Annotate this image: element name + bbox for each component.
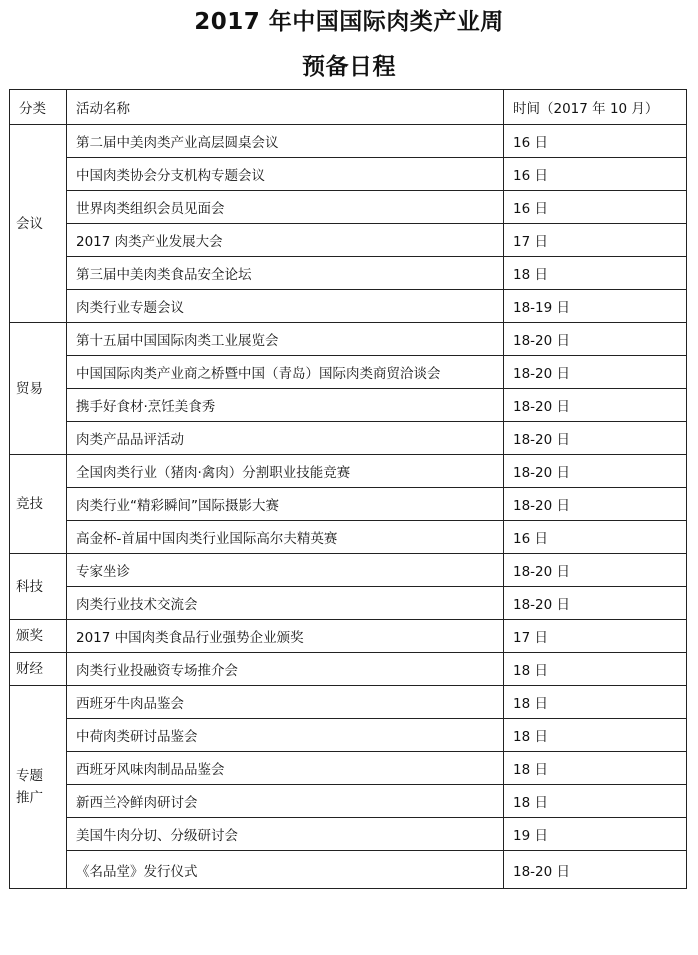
category-cell: 贸易	[10, 323, 67, 455]
category-cell: 科技	[10, 554, 67, 620]
activity-time: 18-20 日	[504, 488, 687, 521]
activity-name: 肉类产品品评活动	[67, 422, 504, 455]
category-cell: 竞技	[10, 455, 67, 554]
activity-time: 18-20 日	[504, 356, 687, 389]
category-cell: 颁奖	[10, 620, 67, 653]
activity-name: 高金杯-首届中国肉类行业国际高尔夫精英赛	[67, 521, 504, 554]
table-row	[10, 290, 687, 323]
activity-time: 18 日	[504, 686, 687, 719]
table-row	[10, 488, 687, 521]
table-header-row	[10, 90, 687, 125]
activity-time: 18 日	[504, 785, 687, 818]
activity-time: 18-20 日	[504, 323, 687, 356]
activity-name: 专家坐诊	[67, 554, 504, 587]
activity-name: 中荷肉类研讨品鉴会	[67, 719, 504, 752]
table-row	[10, 356, 687, 389]
table-row	[10, 653, 687, 686]
table-row	[10, 719, 687, 752]
activity-name: 中国肉类协会分支机构专题会议	[67, 158, 504, 191]
table-row	[10, 422, 687, 455]
activity-time: 16 日	[504, 521, 687, 554]
table-row	[10, 158, 687, 191]
table-row	[10, 752, 687, 785]
activity-time: 17 日	[504, 620, 687, 653]
schedule-table	[9, 89, 687, 889]
table-row	[10, 224, 687, 257]
activity-time: 18 日	[504, 257, 687, 290]
activity-name: 第三届中美肉类食品安全论坛	[67, 257, 504, 290]
table-row	[10, 818, 687, 851]
activity-name: 全国肉类行业（猪肉·禽肉）分割职业技能竞赛	[67, 455, 504, 488]
activity-time: 18 日	[504, 653, 687, 686]
table-row	[10, 125, 687, 158]
activity-time: 18-19 日	[504, 290, 687, 323]
activity-name: 中国国际肉类产业商之桥暨中国（青岛）国际肉类商贸洽谈会	[67, 356, 504, 389]
activity-name: 世界肉类组织会员见面会	[67, 191, 504, 224]
activity-time: 18-20 日	[504, 587, 687, 620]
activity-time: 18-20 日	[504, 554, 687, 587]
table-row	[10, 686, 687, 719]
activity-name: 西班牙风味肉制品品鉴会	[67, 752, 504, 785]
activity-name: 肉类行业投融资专场推介会	[67, 653, 504, 686]
activity-time: 16 日	[504, 125, 687, 158]
activity-time: 16 日	[504, 158, 687, 191]
activity-time: 18 日	[504, 752, 687, 785]
activity-time: 17 日	[504, 224, 687, 257]
activity-name: 2017 中国肉类食品行业强势企业颁奖	[67, 620, 504, 653]
category-cell: 专题推广	[10, 686, 67, 889]
category-cell: 财经	[10, 653, 67, 686]
activity-name: 美国牛肉分切、分级研讨会	[67, 818, 504, 851]
table-row	[10, 323, 687, 356]
activity-name: 2017 肉类产业发展大会	[67, 224, 504, 257]
activity-name: 肉类行业“精彩瞬间”国际摄影大赛	[67, 488, 504, 521]
activity-time: 18-20 日	[504, 455, 687, 488]
table-row	[10, 587, 687, 620]
activity-time: 18-20 日	[504, 851, 687, 889]
table-row	[10, 455, 687, 488]
category-cell: 会议	[10, 125, 67, 323]
table-row	[10, 257, 687, 290]
activity-time: 19 日	[504, 818, 687, 851]
table-row	[10, 785, 687, 818]
header-category: 分类	[10, 90, 67, 125]
document-title: 2017 年中国国际肉类产业周	[194, 9, 504, 35]
activity-name: 西班牙牛肉品鉴会	[67, 686, 504, 719]
activity-time: 18 日	[504, 719, 687, 752]
activity-time: 18-20 日	[504, 422, 687, 455]
activity-name: 肉类行业专题会议	[67, 290, 504, 323]
activity-time: 18-20 日	[504, 389, 687, 422]
activity-name: 第十五届中国国际肉类工业展览会	[67, 323, 504, 356]
activity-time: 16 日	[504, 191, 687, 224]
table-row	[10, 389, 687, 422]
activity-name: 携手好食材·烹饪美食秀	[67, 389, 504, 422]
activity-name: 第二届中美肉类产业高层圆桌会议	[67, 125, 504, 158]
activity-name: 肉类行业技术交流会	[67, 587, 504, 620]
table-row	[10, 521, 687, 554]
header-time: 时间（2017 年 10 月）	[504, 90, 687, 125]
document-subtitle: 预备日程	[302, 54, 396, 80]
table-row	[10, 851, 687, 889]
table-row	[10, 191, 687, 224]
activity-name: 新西兰冷鲜肉研讨会	[67, 785, 504, 818]
table-row	[10, 620, 687, 653]
activity-name: 《名品堂》发行仪式	[67, 851, 504, 889]
table-row	[10, 554, 687, 587]
header-activity-name: 活动名称	[67, 90, 504, 125]
